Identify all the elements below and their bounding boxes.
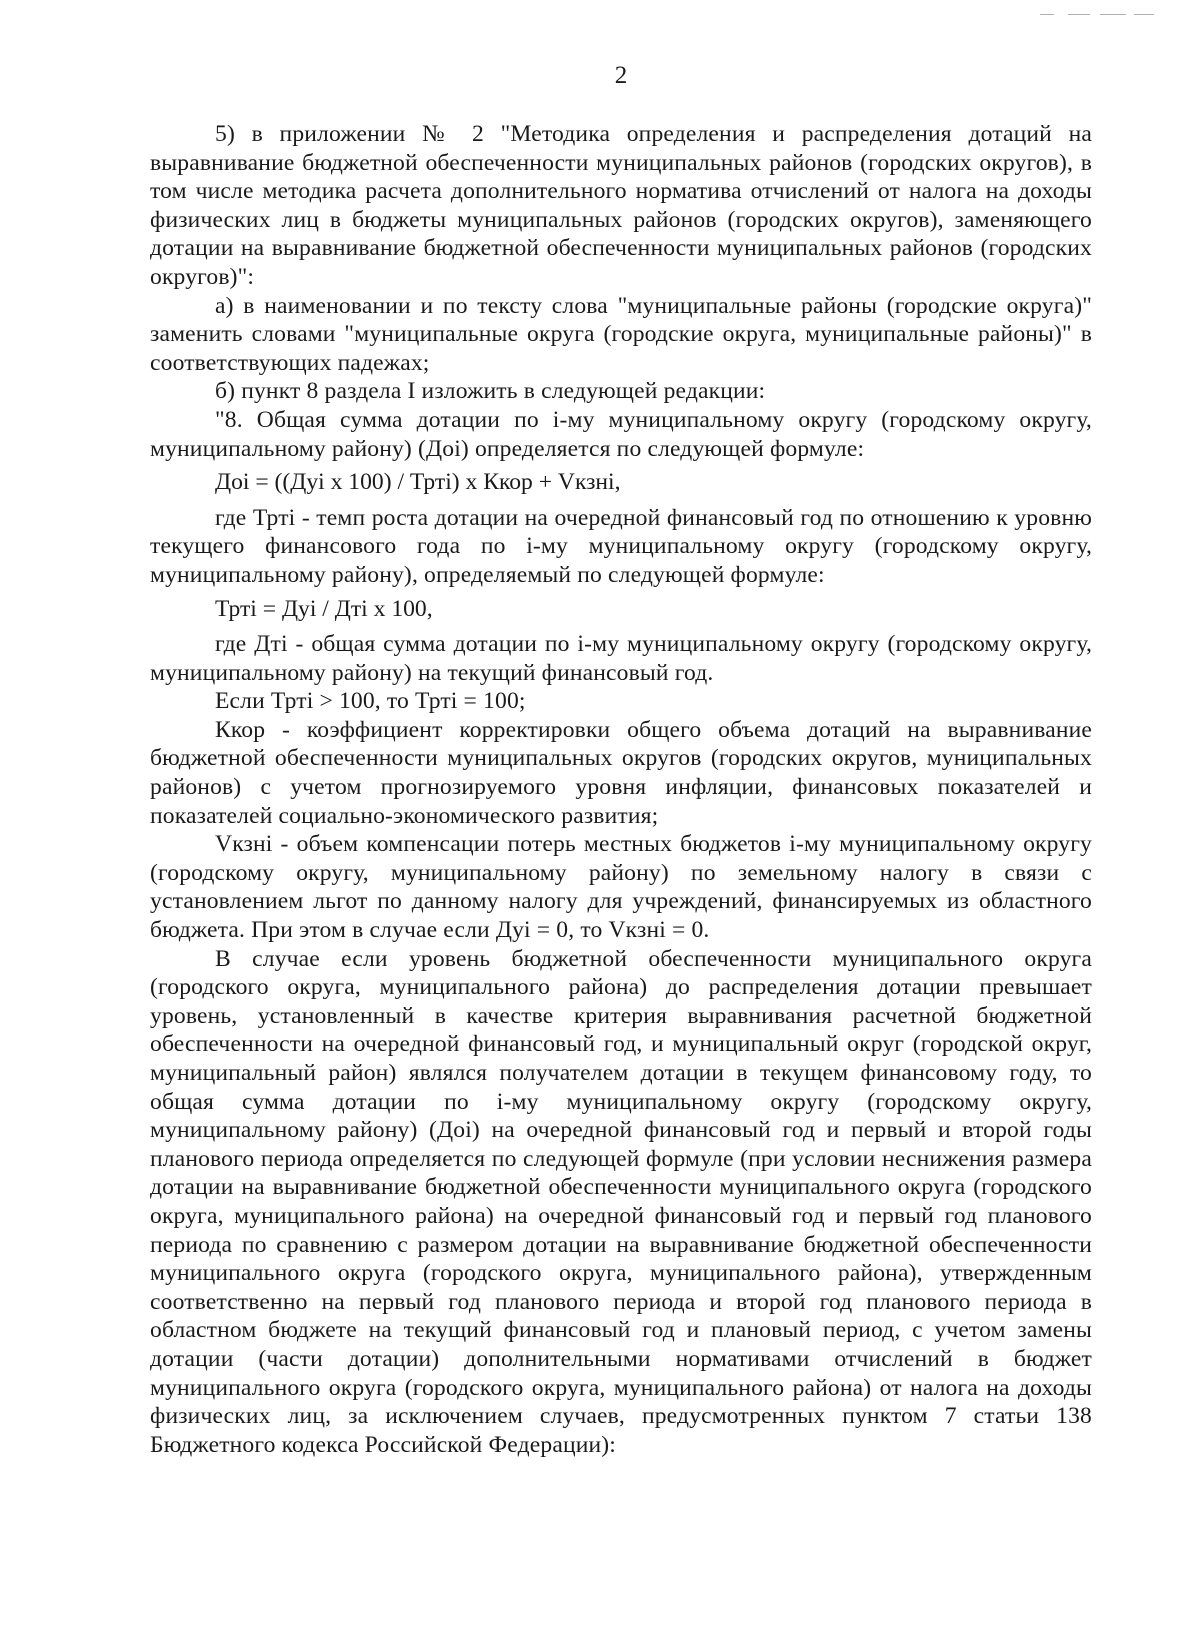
document-page <box>150 62 1092 1459</box>
formula-line: Трті = Дуi / Дті x 100, <box>215 595 433 622</box>
paragraph: Vкзні - объем компенсации потерь местных бюджетов i-му муниципальному округу (городскому округу, муниципальному району) по земельному налогу в связи с установлением льгот по данному налогу для учреждений, финансируемых из областного бюджета. При этом в случае если Дуi = 0, то Vкзні = 0. <box>150 831 1092 944</box>
paragraph: а) в наименовании и по тексту слова "муниципальные районы (городские округа)" заменить словами "муниципальные округа (городские округа, муниципальные районы)" в соответствующих падежах; <box>150 292 1092 376</box>
paragraph: б) пункт 8 раздела I изложить в следующей редакции: <box>215 378 766 405</box>
paragraph: В случае если уровень бюджетной обеспеченности муниципального округа (городского округа, муниципального района) до распределения дотации превышает уровень, установленный в качестве критерия выравнивания расчетной бюджетной обеспеченности на очередной финансовый год, и муниципальный округ (городской округ, муниципальный район) являлся получателем дотации в текущем финансовому году, то общая сумма дотации по i-му муниципальному округу (городскому округу, муниципальному району) (Доi) на очередной финансовый год и первый и второй годы планового периода определяется по следующей формуле (при условии неснижения размера дотации на выравнивание бюджетной обеспеченности муниципального округа (городского округа, муниципального района) на очередной финансовый год и первый год планового периода по сравнению с размером дотации на выравнивание бюджетной обеспеченности муниципального округа (городского округа, муниципального района), утвержденным соответственно на первый год планового периода и второй год планового периода в областном бюджете на текущий финансовый год и плановый период, с учетом замены дотации (части дотации) дополнительными нормативами отчислений в бюджет муниципального округа (городского округа, муниципального района) от налога на доходы физических лиц, за исключением случаев, предусмотренных пунктом 7 статьи 138 Бюджетного кодекса Российской Федерации): <box>150 945 1092 1458</box>
scan-artifact <box>1068 14 1090 15</box>
paragraph: Если Трті > 100, то Трті = 100; <box>215 688 526 715</box>
scan-artifact <box>1040 14 1054 15</box>
scan-artifact <box>1134 14 1154 15</box>
paragraph: "8. Общая сумма дотации по i-му муниципальному округу (городскому округу, муниципальному району) (Доi) определяется по следующей формуле: <box>150 406 1092 462</box>
formula-line: Доi = ((Дуi x 100) / Трті) x Ккор + Vкзні, <box>215 469 621 496</box>
paragraph: где Трті - темп роста дотации на очередной финансовый год по отношению к уровню текущего финансового года по i-му муниципальному округу (городскому округу, муниципальному району), определяемый по следующей формуле: <box>150 504 1092 588</box>
page-number: 2 <box>614 62 628 89</box>
paragraph: где Дті - общая сумма дотации по i-му муниципальному округу (городскому округу, муниципальному району) на текущий финансовый год. <box>150 631 1092 686</box>
document-body <box>150 120 1092 1459</box>
paragraph: Ккор - коэффициент корректировки общего объема дотаций на выравнивание бюджетной обеспеченности муниципальных округов (городских округов, муниципальных районов) с учетом прогнозируемого уровня инфляции, финансовых показателей и показателей социально-экономического развития; <box>150 716 1092 829</box>
paragraph: 5) в приложении № 2 "Методика определения и распределения дотаций на выравнивание бюджетной обеспеченности муниципальных районов (городских округов), в том числе методика расчета дополнительного норматива отчислений от налога на доходы физических лиц в бюджеты муниципальных районов (городских округов), заменяющего дотации на выравнивание бюджетной обеспеченности муниципальных районов (городских округов)": <box>150 121 1092 290</box>
scan-artifact <box>1100 14 1126 15</box>
